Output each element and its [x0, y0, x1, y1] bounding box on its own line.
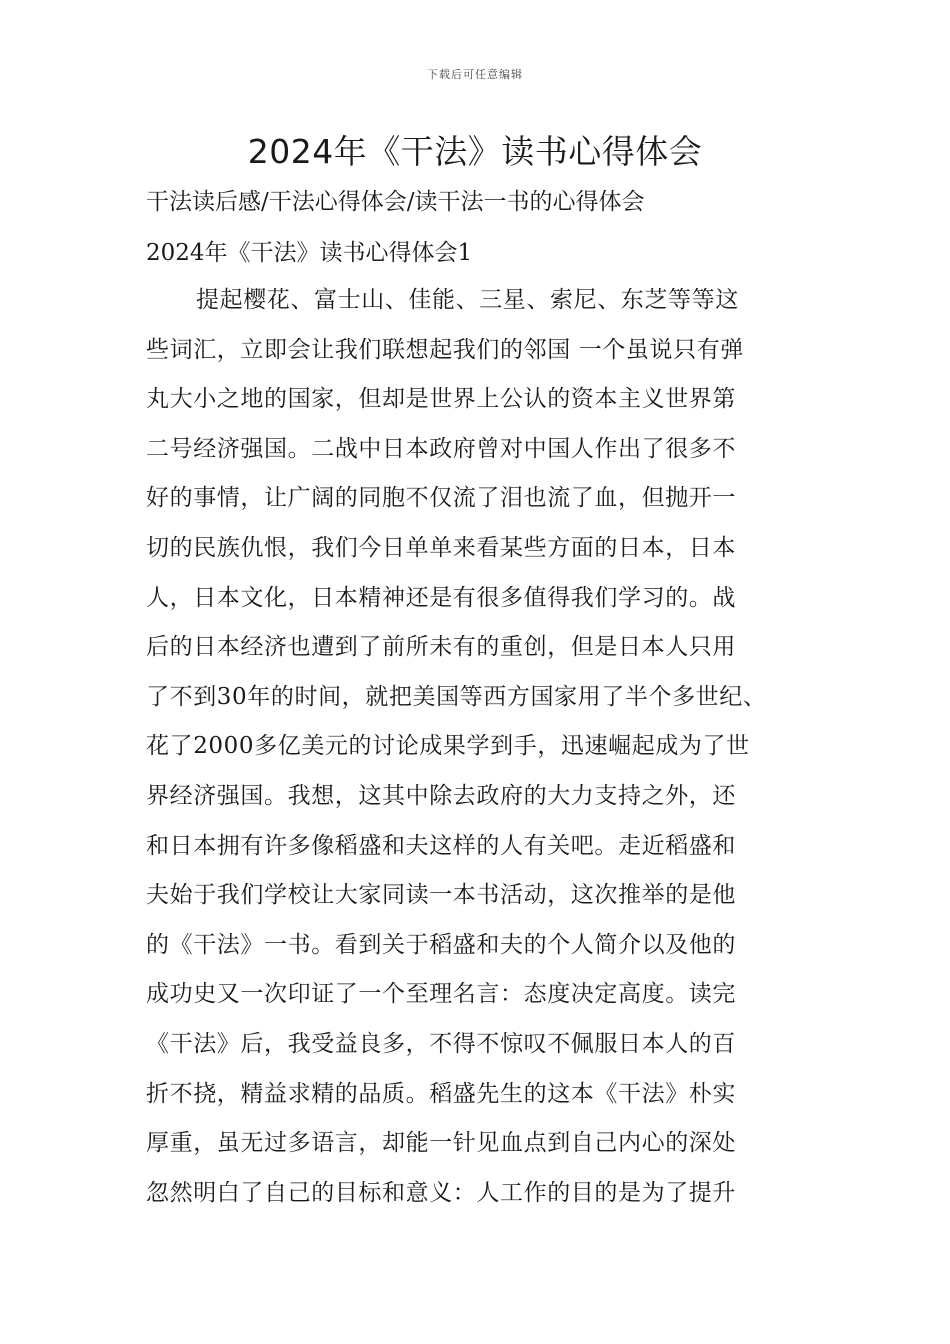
body-line: 了不到30年的时间，就把美国等西方国家用了半个多世纪、 [146, 683, 767, 710]
body-line: 花了2000多亿美元的讨论成果学到手，迅速崛起成为了世 [146, 733, 750, 760]
header-note: 下载后可任意编辑 [427, 68, 523, 81]
body-line: 忽然明白了自己的目标和意义：人工作的目的是为了提升 [146, 1179, 736, 1206]
keywords-line: 干法读后感/干法心得体会/读干法一书的心得体会 [146, 189, 645, 215]
body-line: 些词汇，立即会让我们联想起我们的邻国 一个虽说只有弹 [146, 336, 744, 363]
body-line: 二号经济强国。二战中日本政府曾对中国人作出了很多不 [146, 435, 736, 462]
body-line: 的《干法》一书。看到关于稻盛和夫的个人简介以及他的 [146, 931, 736, 958]
body-line: 提起樱花、富士山、佳能、三星、索尼、东芝等等这 [196, 287, 739, 313]
document-title: 2024年《干法》读书心得体会 [247, 132, 703, 171]
body-line: 厚重，虽无过多语言，却能一针见血点到自己内心的深处 [146, 1130, 736, 1157]
body-line: 夫始于我们学校让大家同读一本书活动，这次推举的是他 [146, 882, 736, 909]
body-line: 折不挠，精益求精的品质。稻盛先生的这本《干法》朴实 [146, 1080, 736, 1107]
body-line: 成功史又一次印证了一个至理名言：态度决定高度。读完 [146, 981, 736, 1008]
body-line: 界经济强国。我想，这其中除去政府的大力支持之外，还 [146, 782, 736, 809]
body-line: 切的民族仇恨，我们今日单单来看某些方面的日本，日本 [146, 534, 736, 561]
body-line: 《干法》后，我受益良多，不得不惊叹不佩服日本人的百 [146, 1030, 736, 1057]
section-heading: 2024年《干法》读书心得体会1 [146, 240, 473, 266]
body-line: 丸大小之地的国家，但却是世界上公认的资本主义世界第 [146, 386, 736, 413]
body-line: 人，日本文化，日本精神还是有很多值得我们学习的。战 [146, 584, 736, 611]
body-line: 好的事情，让广阔的同胞不仅流了泪也流了血，但抛开一 [146, 485, 736, 512]
body-line: 和日本拥有许多像稻盛和夫这样的人有关吧。走近稻盛和 [146, 832, 736, 859]
body-line: 后的日本经济也遭到了前所未有的重创，但是日本人只用 [146, 634, 736, 661]
body-paragraph [146, 285, 836, 1227]
